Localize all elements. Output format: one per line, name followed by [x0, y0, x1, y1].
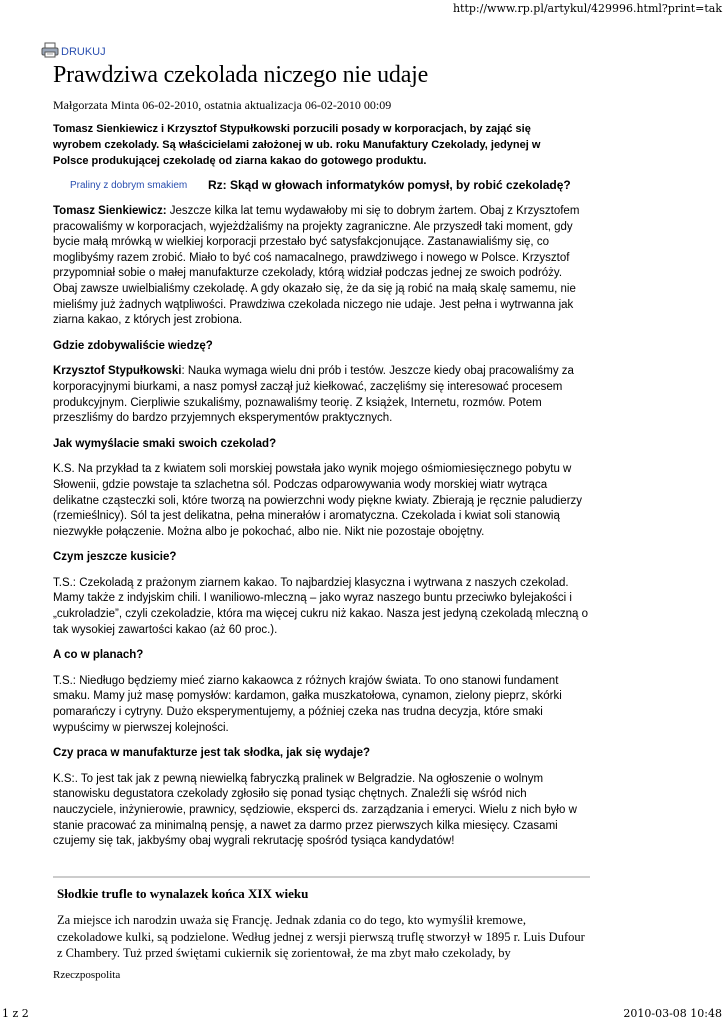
printer-icon: [41, 42, 59, 58]
speaker-name: Krzysztof Stypułkowski: [53, 365, 182, 378]
article-title: Prawdziwa czekolada niczego nie udaje: [53, 62, 429, 88]
interview-answer: Krzysztof Stypułkowski: Nauka wymaga wielu dni prób i testów. Jeszcze kiedy obaj pracowaliśmy za korporacyjnymi biurkami, a nasz pomysł zaczął już kiełkować, zaczęliśmy się interesować procesem produkcyjnym. Cierpliwie szukaliśmy, poznawaliśmy teorię. Z książek, Internetu, rozmów. Potem przeszliśmy do bardzo przyjemnych eksperymentów praktycznych.: [53, 365, 574, 425]
interview-question: Rz: Skąd w głowach informatyków pomysł, by robić czekoladę?: [208, 178, 571, 192]
interview-question: Jak wymyślacie smaki swoich czekolad?: [53, 437, 277, 450]
article-body: [53, 204, 588, 860]
article-lead: Tomasz Sienkiewicz i Krzysztof Stypułkowski porzucili posady w korporacjach, by zająć się wyrobem czekolady. Są właścicielami założonej w ub. roku Manufaktury Czekolady, jedynej w Polsce produkującej czekoladę od ziarna kakao do gotowego produktu.: [53, 123, 541, 167]
interview-question: Czy praca w manufakturze jest tak słodka, jak się wydaje?: [53, 747, 371, 760]
source-label: Rzeczpospolita: [53, 969, 121, 981]
sidebar-box-title: Słodkie trufle to wynalazek końca XIX wieku: [57, 886, 309, 901]
interview-question: A co w planach?: [53, 649, 144, 662]
speaker-name: Tomasz Sienkiewicz:: [53, 205, 167, 217]
article-byline: Małgorzata Minta 06-02-2010, ostatnia aktualizacja 06-02-2010 00:09: [53, 98, 392, 112]
print-link[interactable]: [41, 42, 106, 58]
interview-answer: K.S. Na przykład ta z kwiatem soli morskiej powstała jako wynik mojego ośmiomiesięcznego pobytu w Słowenii, gdzie powstaje ta szlachetna sól. Podczas odparowywania wody morskiej wiatr wytrąca delikatne cząsteczki soli, które tworzą na powierzchni wody piękne kwiaty. Zbierają je ręcznie paludierzy (rzemieślnicy). Sól ta jest delikatna, pełna minerałów i aromatyczna. Czekolada i kwiat soli stanowią niezwykłe połączenie. Można albo je pokochać, albo nie. Nikt nie pozostaje obojętny.: [53, 463, 583, 538]
box-divider: [53, 876, 590, 878]
page-url: http://www.rp.pl/artykul/429996.html?print=tak: [452, 2, 722, 15]
page-number: 1 z 2: [2, 1007, 29, 1020]
interview-answer: T.S.: Czekoladą z prażonym ziarnem kakao. To najbardziej klasyczna i wytrwana z naszych czekolad. Mamy także z indyjskim chili. I waniliowo-mleczną – jako wyraz naszego buntu przeciwko bylejakości i „cukroladzie”, czyli czekoladzie, która ma więcej cukru niż kakao. Nasza jest jedyną czekoladą mleczną o tak wysokiej zawartości kakao (aż 60 proc.).: [53, 576, 588, 636]
print-label: DRUKUJ: [61, 46, 106, 58]
interview-answer: Tomasz Sienkiewicz: Jeszcze kilka lat temu wydawałoby mi się to dobrym żartem. Obaj z Krzysztofem pracowaliśmy w korporacjach, wyjeżdżaliśmy na projekty zagraniczne. Ale przyszedł taki moment, gdy bycie małą mrówką w wielkiej korporacji przestało być satysfakcjonujące. Zastanawialiśmy się, co moglibyśmy razem zrobić. Miało to być coś namacalnego, prawdziwego i nowego w Polsce. Krzysztof przypomniał sobie o małej manufakturze czekolady, którą widział podczas jednej ze swoich podróży. Obaj zawsze uwielbialiśmy czekoladę. A gdy okazało się, że da się ją robić na małą skalę samemu, nie mieliśmy już żadnych wątpliwości. Prawdziwa czekolada niczego nie udaje. Jest pełna i wytrwanna jak ziarna kakao, z których jest zrobiona.: [53, 205, 580, 327]
related-article-link[interactable]: Praliny z dobrym smakiem: [70, 180, 188, 191]
sidebar-box-body: Za miejsce ich narodzin uważa się Francję. Jednak zdania co do tego, kto wymyślił kremowe, czekoladowe kulki, są podzielone. Według jednej z wersji pierwszą truflę stworzył w 1895 r. Luis Dufour z Chambery. Tuż przed świętami cukiernik się zorientował, że ma zbyt mało czekolady, by: [57, 913, 585, 960]
interview-question: Gdzie zdobywaliście wiedzę?: [53, 339, 213, 352]
interview-question: Czym jeszcze kusicie?: [53, 551, 177, 564]
print-datetime: 2010-03-08 10:48: [623, 1007, 722, 1020]
interview-answer: K.S:. To jest tak jak z pewną niewielką fabryczką pralinek w Belgradzie. Na ogłoszenie o wolnym stanowisku degustatora czekolady zgłosiło się ponad tysiąc chętnych. Znaleźli się wśród nich nauczyciele, inżynierowie, prawnicy, sędziowie, eksperci ds. zarządzania i emeryci. Wielu z nich było w stanie pracować za minimalną pensję, a nawet za darmo przez pierwszych kilka miesięcy. Czasami czujemy się tak, jakbyśmy obaj wygrali rekrutację spośród tysiąca kandydatów!: [53, 772, 577, 848]
interview-answer: T.S.: Niedługo będziemy mieć ziarno kakaowca z różnych krajów świata. To ono stanowi fundament smaku. Mamy już masę pomysłów: kardamon, gałka muszkatołowa, cynamon, zielony pieprz, skórki pomarańczy i cytryny. Dużo eksperymentujemy, a później czeka nas trudna decyzja, które smaki wypuścimy w pierwszej kolejności.: [53, 674, 562, 734]
